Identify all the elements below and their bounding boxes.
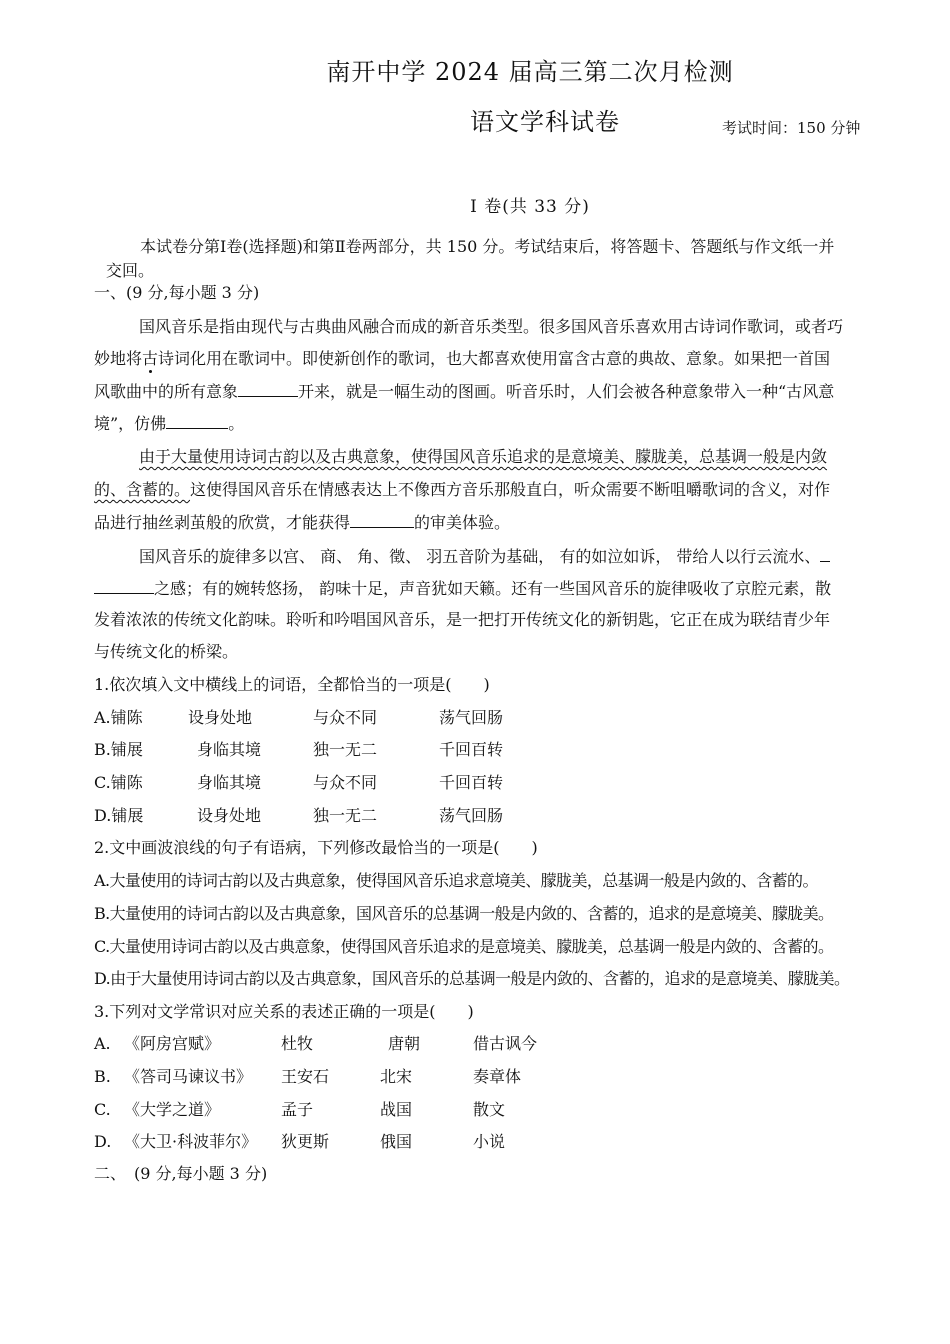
blank-3 — [350, 512, 414, 528]
q1-stem: 1.依次填入文中横线上的词语，全都恰当的一项是( ) — [94, 675, 490, 694]
passage-p1-line-3: 风歌曲中的所有意象 开来，就是一幅生动的图画。听音乐时，人们会被各种意象带入一种“古风意 — [94, 382, 835, 401]
blank-2 — [166, 413, 228, 429]
emphasis-dot-char: 古 — [142, 349, 159, 368]
passage-p1-line-1: 国风音乐是指由现代与古典曲风融合而成的新音乐类型。很多国风音乐喜欢用古诗词作歌词，或者巧 — [139, 317, 844, 336]
passage-p2-line-2: 的、含蓄的。这使得国风音乐在情感表达上不像西方音乐那般直白，听众需要不断咀嚼歌词的含义，对作 — [94, 480, 831, 499]
q3-option-c: C. 《大学之道》 孟子 战国 散文 — [94, 1100, 506, 1119]
wavy-sentence-end: 的、含蓄的。 — [94, 480, 191, 499]
intro-line-2: 交回。 — [106, 261, 155, 280]
q2-option-b: B.大量使用的诗词古韵以及古典意象，国风音乐的总基调一般是内敛的、含蓄的，追求的是意境美、朦胧美。 — [94, 904, 834, 923]
passage-p2-line-3: 品进行抽丝剥茧般的欣赏，才能获得 的审美体验。 — [94, 513, 511, 532]
blank-4 — [94, 578, 154, 594]
q3-option-a: A. 《阿房宫赋》 杜牧 唐朝 借古讽今 — [94, 1034, 538, 1053]
exam-time: 考试时间：150 分钟 — [722, 119, 861, 137]
passage-p1-line-2: 妙地将古诗词化用在歌词中。即使新创作的歌词，也大都喜欢使用富含古意的典故、意象。如果把一首国 — [94, 349, 831, 368]
passage-p3-line-1: 国风音乐的旋律多以宫、 商、 角、徵、 羽五音阶为基础， 有的如泣如诉， 带给人以行云流水、 — [139, 546, 830, 567]
q2-option-c: C.大量使用诗词古韵以及古典意象，使得国风音乐追求的是意境美、朦胧美，总基调一般是内敛的、含蓄的。 — [94, 937, 834, 956]
exam-title: 南开中学 2024 届高三第二次月检测 — [326, 58, 734, 86]
q2-option-a: A.大量使用的诗词古韵以及古典意象，使得国风音乐追求意境美、朦胧美，总基调一般是内敛的、含蓄的。 — [94, 871, 818, 890]
q3-option-d: D. 《大卫·科波菲尔》 狄更斯 俄国 小说 — [94, 1132, 506, 1151]
exam-subtitle: 语文学科试卷 — [470, 108, 620, 136]
q1-option-b: B.铺展 身临其境 独一无二 千回百转 — [94, 740, 504, 759]
section-2-heading: 二、 (9 分,每小题 3 分) — [94, 1164, 268, 1183]
intro-line-1: 本试卷分第Ⅰ卷(选择题)和第Ⅱ卷两部分，共 150 分。考试结束后，将答题卡、答题纸与作文纸一并 — [140, 237, 835, 256]
part-heading: Ⅰ 卷(共 33 分) — [470, 197, 590, 217]
q1-option-d: D.铺展 设身处地 独一无二 荡气回肠 — [94, 806, 504, 825]
blank-4-start — [820, 546, 830, 562]
wavy-sentence: 由于大量使用诗词古韵以及古典意象，使得国风音乐追求的是意境美、朦胧美，总基调一般是内敛 — [139, 447, 828, 466]
q2-option-d: D.由于大量使用诗词古韵以及古典意象，国风音乐的总基调一般是内敛的、含蓄的，追求的是意境美、朦胧美。 — [94, 969, 850, 988]
passage-p3-line-2: 之感；有的婉转悠扬， 韵味十足，声音犹如天籁。还有一些国风音乐的旋律吸收了京腔元素，散 — [94, 578, 831, 599]
q1-option-a: A.铺陈 设身处地 与众不同 荡气回肠 — [94, 708, 504, 727]
blank-1 — [238, 381, 298, 397]
q1-option-c: C.铺陈 身临其境 与众不同 千回百转 — [94, 773, 504, 792]
section-1-heading: 一、(9 分,每小题 3 分) — [94, 283, 260, 302]
passage-p3-line-4: 与传统文化的桥梁。 — [94, 642, 239, 661]
passage-p2-line-1 — [139, 447, 827, 467]
passage-p3-line-3: 发着浓浓的传统文化韵味。聆听和吟唱国风音乐，是一把打开传统文化的新钥匙，它正在成为联结青少年 — [94, 610, 831, 629]
q3-option-b: B. 《答司马谏议书》 王安石 北宋 奏章体 — [94, 1067, 522, 1086]
q2-stem: 2.文中画波浪线的句子有语病，下列修改最恰当的一项是( ) — [94, 838, 538, 857]
q3-stem: 3.下列对文学常识对应关系的表述正确的一项是( ) — [94, 1002, 474, 1021]
passage-p1-line-4: 境”，仿佛 。 — [94, 414, 245, 433]
